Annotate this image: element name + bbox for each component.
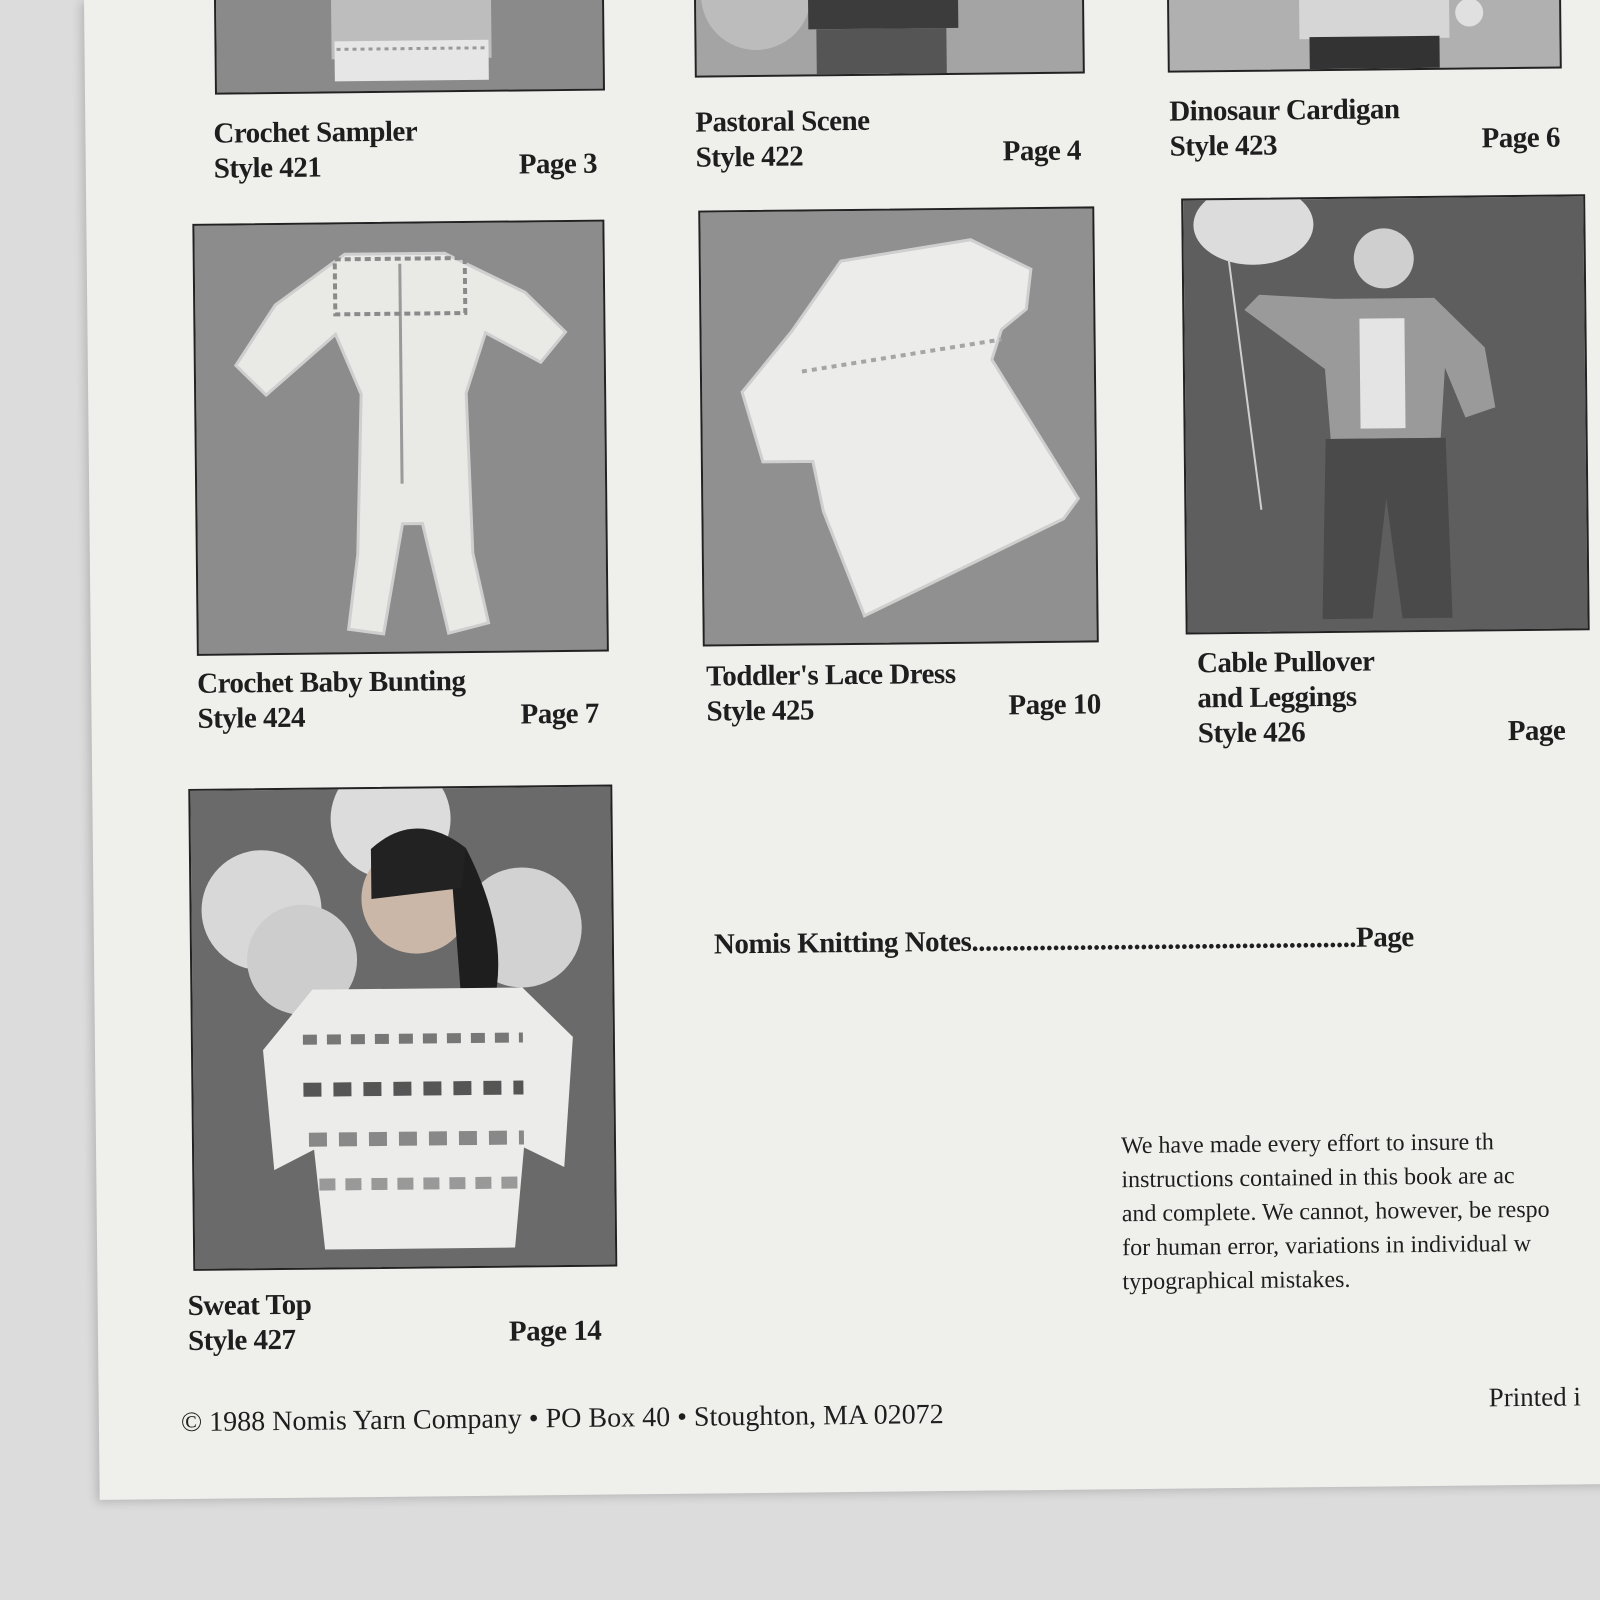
notes-label: Nomis Knitting Notes: [713, 925, 972, 961]
caption-toddlers-lace-dress: [706, 657, 956, 730]
photo-crochet-sampler: [214, 0, 605, 95]
printed-in-note: Printed i: [1488, 1381, 1582, 1413]
pattern-name: Crochet Sampler: [213, 115, 418, 150]
page-number: Page 3: [518, 147, 598, 181]
pattern-name: Toddler's Lace Dress: [705, 657, 956, 693]
knitting-notes-entry: [714, 921, 1414, 961]
catalog-page: [84, 0, 1600, 1500]
caption-cable-pullover: [1197, 645, 1376, 752]
caption-crochet-sampler: [213, 115, 418, 187]
page-number: Page 10: [1008, 688, 1101, 722]
photo-toddlers-lace-dress: [698, 206, 1099, 646]
caption-dinosaur-cardigan: [1169, 92, 1400, 164]
caption-sweat-top: [188, 1288, 312, 1359]
disclaimer-line: We have made every effort to insure th: [1120, 1129, 1494, 1160]
pattern-style: Style 427: [187, 1323, 296, 1357]
pattern-style: Style 423: [1169, 129, 1278, 163]
disclaimer-line: for human error, variations in individual w: [1121, 1230, 1532, 1262]
disclaimer: [1121, 1123, 1600, 1299]
page-number: Page 4: [1002, 134, 1082, 168]
photo-crochet-baby-bunting: [192, 220, 609, 656]
pattern-style: Style 424: [197, 701, 306, 735]
pattern-name: Crochet Baby Bunting: [196, 665, 466, 700]
page-number: Page: [1507, 714, 1566, 748]
page-number: Page 14: [508, 1314, 602, 1348]
photo-sweat-top: [188, 785, 617, 1271]
pattern-style: Style 426: [1197, 716, 1306, 750]
pattern-name-line2: and Leggings: [1197, 680, 1357, 715]
caption-crochet-baby-bunting: [197, 664, 466, 737]
disclaimer-line: and complete. We cannot, however, be respo: [1121, 1196, 1550, 1228]
notes-leader: ........................................................: [971, 921, 1350, 958]
copyright-footer: © 1988 Nomis Yarn Company • PO Box 40 • Stoughton, MA 02072: [180, 1399, 944, 1439]
pattern-style: Style 425: [706, 694, 815, 728]
photo-pastoral-scene: [694, 0, 1085, 78]
pattern-name: Dinosaur Cardigan: [1169, 93, 1400, 128]
page-number: Page 6: [1481, 121, 1561, 155]
disclaimer-line: instructions contained in this book are ac: [1121, 1163, 1515, 1194]
pattern-style: Style 422: [695, 140, 804, 174]
page-number: Page 7: [520, 697, 600, 731]
photo-cable-pullover: [1181, 194, 1590, 634]
pattern-name: Sweat Top: [187, 1288, 312, 1322]
disclaimer-line: typographical mistakes.: [1122, 1266, 1351, 1296]
caption-pastoral-scene: [695, 104, 870, 176]
photo-dinosaur-cardigan: [1167, 0, 1562, 73]
pattern-name: Cable Pullover: [1196, 645, 1375, 680]
pattern-style: Style 421: [213, 151, 322, 185]
notes-page: .Page: [1349, 921, 1414, 954]
pattern-name: Pastoral Scene: [695, 104, 870, 139]
